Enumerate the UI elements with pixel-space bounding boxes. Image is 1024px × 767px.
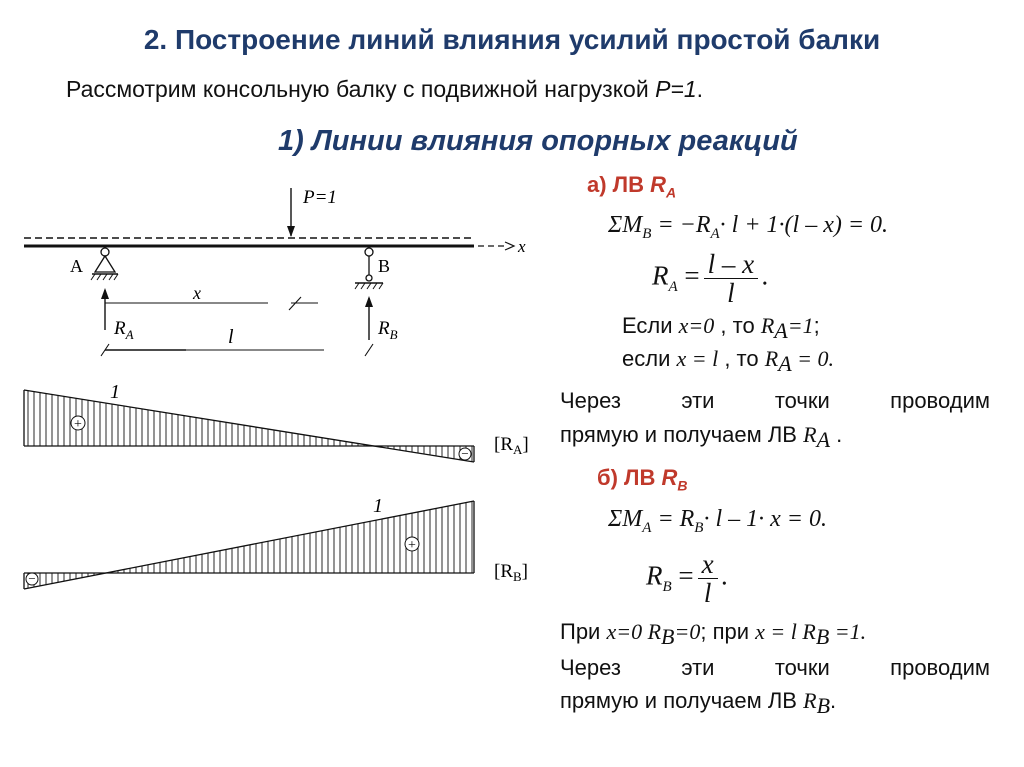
part-a-var: R — [650, 172, 667, 197]
eq-b2-lhs: R — [646, 560, 663, 591]
part-a-label: а) ЛВ — [587, 172, 651, 197]
eq-b1-lhs-sub: A — [642, 519, 652, 536]
ra-minus-sign: − — [461, 446, 469, 461]
case-a1-then: , то — [714, 313, 761, 338]
eq-a1-mid-sub: A — [710, 225, 720, 242]
eq-b1-lhs: ΣM — [608, 506, 643, 532]
influence-lines — [0, 370, 560, 610]
case-a2-val: = 0. — [791, 346, 834, 371]
ra-sloped-line — [24, 390, 474, 462]
support-a-hatch — [91, 274, 118, 280]
conclusion-b-var: R — [803, 688, 817, 713]
eq-a1-lhs-sub: B — [642, 225, 652, 242]
case-a2-then: , то — [718, 346, 765, 371]
case-a2-word: если — [622, 346, 677, 371]
eq-b2-end: . — [721, 560, 729, 591]
case-b1-val: =0 — [674, 619, 701, 644]
part-b-var-sub: B — [677, 477, 688, 494]
reaction-b-var: R — [378, 318, 390, 339]
case-a2-res-sub: A — [778, 351, 792, 377]
ra-name-label — [494, 434, 529, 457]
ra-name-sub: A — [513, 442, 523, 457]
support-b-pin-bottom — [366, 275, 372, 281]
eq-b2-den: l — [703, 578, 712, 608]
dim-l-tick-b — [365, 344, 373, 356]
case-b2-res: R — [796, 619, 816, 644]
rb-plus-sign: + — [408, 538, 416, 553]
conclusion-a-end: . — [830, 422, 843, 447]
part-a-conclusion-1: Через эти точки проводим — [560, 388, 990, 413]
eq-a2-lhs: R — [652, 260, 669, 291]
influence-line-rb — [24, 495, 528, 589]
ra-plus-sign: + — [74, 417, 82, 432]
case-a2-res: R — [764, 346, 779, 371]
rb-name: [R — [494, 561, 513, 582]
dim-x-label: x — [193, 283, 201, 303]
reaction-b-label — [377, 318, 398, 342]
eq-b1-rhs: · l – 1· x = 0. — [703, 506, 827, 532]
rb-name-label — [494, 561, 528, 584]
eq-a1-lhs: ΣM — [608, 212, 643, 238]
reaction-b-sub: B — [389, 327, 398, 342]
eq-a2-eq: = — [684, 260, 700, 291]
conclusion-a-var: R — [803, 422, 817, 447]
eq-a1-rhs: · l + 1·(l – x) = 0. — [719, 212, 889, 238]
case-b1-cond: x=0 — [606, 619, 643, 644]
reaction-a-arrow-head — [101, 288, 109, 299]
case-b1-res: R — [642, 619, 662, 644]
intro-end: . — [696, 76, 704, 102]
support-a-triangle — [95, 256, 115, 272]
eq-a1-mid: = −R — [651, 212, 711, 238]
rb-value-label: 1 — [373, 495, 383, 517]
reaction-a-label — [113, 318, 134, 342]
load-arrow-head — [287, 226, 295, 237]
part-a-var-sub: A — [666, 184, 677, 201]
conclusion-b-var-sub: B — [816, 693, 831, 719]
case-b2-cond: x = l — [755, 619, 797, 644]
eq-a2-end: . — [762, 260, 769, 291]
case-a2-cond: x = l — [676, 346, 719, 371]
case-b-sep: ; при — [700, 619, 756, 644]
x-axis-label: x — [518, 237, 526, 256]
conclusion-a-var-sub: A — [816, 427, 831, 453]
part-b-label: б) ЛВ — [597, 465, 662, 490]
case-a1-cond: x=0 — [678, 313, 715, 338]
rb-minus-sign: − — [28, 571, 36, 586]
eq-b1-mid: = R — [651, 506, 695, 532]
reaction-a-var: R — [114, 318, 126, 339]
load-label: P=1 — [303, 187, 337, 208]
reaction-a-sub: A — [125, 327, 134, 342]
reaction-b-arrow-head — [365, 296, 373, 307]
intro-load: P=1 — [655, 76, 697, 102]
case-b2-val: =1. — [829, 619, 867, 644]
case-b1-res-sub: B — [661, 624, 675, 650]
ra-name: [R — [494, 434, 513, 455]
dim-l-label: l — [228, 326, 234, 348]
conclusion-a-text: прямую и получаем ЛВ — [560, 422, 804, 447]
eq-b2-eq: = — [678, 560, 694, 591]
page-title: 2. Построение линий влияния усилий простой балки — [143, 24, 881, 55]
support-b-pin-top — [365, 248, 373, 256]
eq-b2-lhs-sub: B — [662, 579, 672, 596]
support-a-label: A — [70, 256, 83, 276]
rb-name-end: ] — [521, 561, 528, 582]
case-a1-res-sub: A — [774, 318, 788, 344]
support-b-label: B — [378, 256, 391, 276]
eq-a2-lhs-sub: A — [668, 279, 678, 296]
conclusion-b-end: . — [830, 688, 837, 713]
case-a1-res: R — [760, 313, 775, 338]
case-b2-res-sub: B — [815, 624, 830, 650]
case-a1-end: ; — [813, 313, 820, 338]
eq-b1-mid-sub: B — [694, 519, 704, 536]
eq-b2-num: x — [698, 550, 718, 579]
support-b-hatch — [355, 283, 383, 289]
ra-value-label: 1 — [110, 381, 120, 403]
part-b-conclusion-1: Через эти точки проводим — [560, 655, 990, 680]
part-b-var: R — [661, 465, 678, 490]
eq-a2-den: l — [727, 278, 735, 308]
x-axis-arrow — [505, 242, 514, 250]
case-a1-word: Если — [622, 313, 679, 338]
case-a1-val: =1 — [787, 313, 814, 338]
influence-line-ra — [24, 381, 529, 462]
section-heading: 1) Линии влияния опорных реакций — [278, 125, 798, 157]
eq-a2-num: l – x — [704, 250, 759, 279]
rb-name-sub: B — [513, 569, 522, 584]
intro-sentence: Рассмотрим консольную балку с подвижной нагрузкой — [66, 76, 656, 102]
case-b-word: При — [560, 619, 607, 644]
ra-name-end: ] — [522, 434, 529, 455]
conclusion-b-text: прямую и получаем ЛВ — [560, 688, 804, 713]
